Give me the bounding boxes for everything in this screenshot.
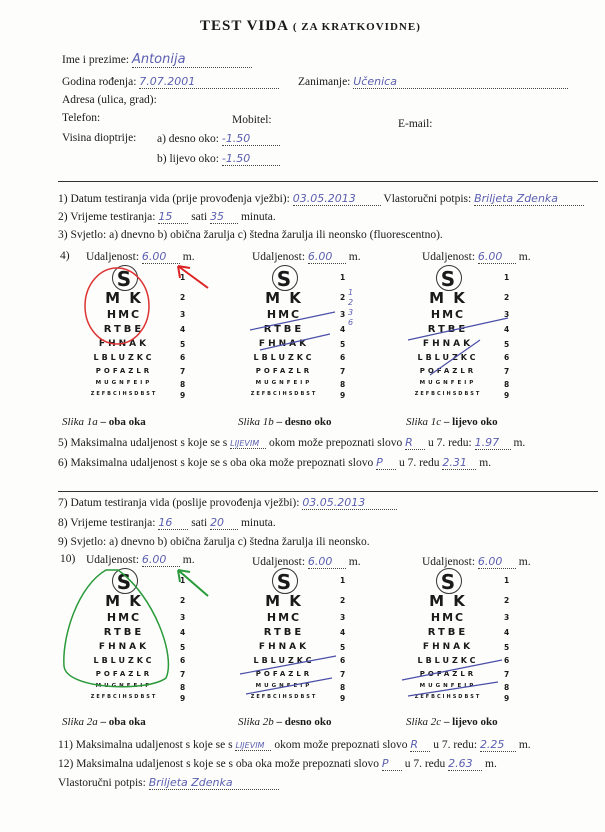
- crossout-1b: [240, 300, 360, 370]
- ud-1b-unit: m.: [348, 251, 361, 263]
- chart-row-number: 4: [340, 325, 346, 334]
- caption-1a-desc: – oba oka: [100, 416, 146, 428]
- chart-row-4: RTBE: [263, 627, 305, 638]
- ime-row: [62, 52, 252, 68]
- q2-sati: sati: [191, 211, 208, 223]
- q11-letter-field[interactable]: R: [410, 738, 430, 752]
- chart-circle-mark: [272, 265, 298, 291]
- chart-row-4: RTBE: [263, 324, 305, 335]
- q8-sati: sati: [191, 517, 208, 529]
- chart-row-5: FHNAK: [98, 642, 150, 652]
- q2-minutes-field[interactable]: 35: [210, 210, 238, 224]
- chart-row-9: ZEFBCIHSDBST: [414, 694, 482, 700]
- chart-row-9: ZEFBCIHSDBST: [90, 391, 158, 397]
- chart-row-9: ZEFBCIHSDBST: [90, 694, 158, 700]
- potpis-label: Vlastoručni potpis:: [383, 193, 472, 205]
- q7-row: [58, 496, 397, 510]
- title-main: TEST VIDA: [200, 18, 289, 34]
- marginal-note: 1 2 3 6: [348, 288, 354, 327]
- chart-row-7: POFAZLR: [255, 670, 313, 678]
- chart-row-number: 8: [340, 380, 346, 389]
- desno-field[interactable]: -1.50: [222, 132, 280, 146]
- chart-row-8: MUGNFEIP: [95, 380, 153, 386]
- chart-row-number: 3: [504, 309, 510, 319]
- q3-text: 3) Svjetlo: a) dnevno b) obična žarulja c) štedna žarulja ili neonsko (fluorescentno).: [58, 229, 443, 241]
- q5-letter-field[interactable]: R: [405, 436, 425, 450]
- caption-1c: [406, 416, 498, 428]
- q12-letter-field[interactable]: P: [382, 757, 402, 771]
- chart-row-2: M K: [105, 592, 143, 610]
- chart-row-number: 4: [340, 628, 346, 637]
- q2-row: [58, 210, 276, 224]
- q11-unit: m.: [518, 739, 531, 751]
- ud-2b-row: [252, 555, 361, 569]
- caption-1c-desc: – lijevo oko: [443, 416, 498, 428]
- ud-2b-field[interactable]: 6.00: [308, 555, 346, 569]
- ud-1c-unit: m.: [518, 251, 531, 263]
- ud-2c-unit: m.: [518, 556, 531, 568]
- chart-circle-mark: [436, 568, 462, 594]
- chart-row-1: S: [276, 267, 292, 291]
- q10-label: 10): [60, 553, 76, 565]
- chart-row-7: POFAZLR: [255, 367, 313, 375]
- lijevo-label: b) lijevo oko:: [157, 153, 219, 165]
- q1-row: [58, 192, 584, 206]
- caption-1b-desc: – desno oko: [276, 416, 332, 428]
- q8-row: [58, 516, 276, 530]
- chart-row-number: 1: [504, 273, 510, 282]
- chart-row-7: POFAZLR: [419, 367, 477, 375]
- crossout-2c: [398, 640, 518, 700]
- potpis-2-label: Vlastoručni potpis:: [58, 777, 146, 789]
- chart-row-number: 5: [180, 642, 186, 652]
- q12-unit: m.: [485, 758, 497, 770]
- chart-row-number: 1: [340, 273, 346, 282]
- chart-row-5: FHNAK: [422, 339, 474, 349]
- caption-2b-desc: – desno oko: [276, 716, 332, 728]
- ud-1b-label: Udaljenost:: [252, 251, 306, 263]
- chart-row-6: LBLUZKC: [253, 353, 315, 362]
- crossout-1c: [400, 300, 520, 380]
- chart-row-number: 2: [180, 292, 186, 302]
- q5-value-field[interactable]: 1.97: [475, 436, 511, 450]
- chart-row-number: 4: [504, 628, 510, 637]
- crossout-2b: [236, 640, 356, 700]
- chart-row-7: POFAZLR: [95, 367, 153, 375]
- dioptrija-label: Visina dioptrije:: [62, 132, 137, 144]
- q5-eye-field[interactable]: LIJEVIM: [230, 439, 266, 449]
- chart-row-number: 2: [340, 292, 346, 302]
- caption-2a: [62, 716, 146, 728]
- chart-row-number: 4: [180, 325, 186, 334]
- chart-row-number: 6: [180, 353, 186, 362]
- q8-minutes-field[interactable]: 20: [210, 516, 238, 530]
- chart-row-number: 8: [180, 683, 186, 692]
- desno-label: a) desno oko:: [157, 133, 219, 145]
- chart-row-4: RTBE: [103, 324, 145, 335]
- q6-pre: 6) Maksimalna udaljenost s koje se s oba oka može prepoznati slovo: [58, 457, 374, 469]
- caption-1c-name: Slika 1c: [406, 416, 442, 428]
- chart-row-number: 1: [504, 576, 510, 585]
- adresa-label: Adresa (ulica, grad):: [62, 94, 157, 106]
- ud-1c-row: [422, 250, 531, 264]
- q7-label: 7) Datum testiranja vida (poslije provođenja vježbi):: [58, 497, 300, 509]
- chart-row-number: 6: [340, 353, 346, 362]
- q7-date-field[interactable]: 03.05.2013: [302, 496, 397, 510]
- chart-row-number: 9: [340, 391, 346, 400]
- chart-row-8: MUGNFEIP: [255, 683, 313, 689]
- chart-row-number: 5: [504, 642, 510, 652]
- q8-hours-field[interactable]: 16: [158, 516, 188, 530]
- ud-1b-field[interactable]: 6.00: [308, 250, 346, 264]
- chart-row-1: S: [440, 570, 456, 594]
- zanimanje-label: Zanimanje:: [298, 76, 351, 88]
- caption-2a-name: Slika 2a: [62, 716, 98, 728]
- chart-row-number: 5: [340, 642, 346, 652]
- q1-label: 1) Datum testiranja vida (prije provođenja vježbi):: [58, 193, 290, 205]
- chart-row-number: 9: [504, 694, 510, 703]
- ud-1a-label: Udaljenost:: [86, 251, 140, 263]
- chart-row-number: 6: [504, 353, 510, 362]
- chart-row-8: MUGNFEIP: [255, 380, 313, 386]
- chart-row-number: 1: [180, 576, 186, 585]
- ud-2a-label: Udaljenost:: [86, 554, 140, 566]
- desno-row: [157, 132, 280, 146]
- chart-row-number: 2: [340, 595, 346, 605]
- godina-row: [62, 75, 279, 89]
- chart-row-4: RTBE: [427, 324, 469, 335]
- godina-field[interactable]: 7.07.2001: [139, 75, 279, 89]
- chart-row-number: 9: [180, 694, 186, 703]
- chart-row-3: HMC: [430, 611, 466, 624]
- chart-row-7: POFAZLR: [419, 670, 477, 678]
- q11-row: [58, 738, 531, 752]
- chart-row-3: HMC: [430, 308, 466, 321]
- chart-row-number: 7: [504, 367, 510, 376]
- ime-label: Ime i prezime:: [62, 54, 130, 66]
- q2-minuta: minuta.: [240, 211, 276, 223]
- chart-row-number: 3: [340, 309, 346, 319]
- chart-row-9: ZEFBCIHSDBST: [250, 694, 318, 700]
- chart-row-4: RTBE: [427, 627, 469, 638]
- chart-row-2: M K: [429, 289, 467, 307]
- telefon-label: Telefon:: [62, 112, 101, 124]
- chart-row-number: 1: [180, 273, 186, 282]
- chart-row-1: S: [116, 570, 132, 594]
- title-sub: ( ZA KRATKOVIDNE): [292, 21, 421, 33]
- potpis-2-row: [58, 776, 279, 790]
- divider-top: [58, 181, 598, 182]
- chart-row-number: 8: [504, 380, 510, 389]
- adresa-row: [62, 94, 157, 106]
- chart-row-9: ZEFBCIHSDBST: [414, 391, 482, 397]
- ud-2a-row: [86, 553, 195, 567]
- chart-row-3: HMC: [266, 308, 302, 321]
- ud-2a-unit: m.: [182, 554, 195, 566]
- caption-2c-desc: – lijevo oko: [443, 716, 498, 728]
- chart-row-number: 5: [180, 339, 186, 349]
- q12-value-field[interactable]: 2.63: [448, 757, 482, 771]
- q5-pre: 5) Maksimalna udaljenost s koje se s: [58, 437, 228, 449]
- ud-1c-label: Udaljenost:: [422, 251, 476, 263]
- ud-1a-field[interactable]: 6.00: [142, 250, 180, 264]
- chart-row-number: 7: [504, 670, 510, 679]
- chart-row-8: MUGNFEIP: [419, 683, 477, 689]
- q2-label: 2) Vrijeme testiranja:: [58, 211, 156, 223]
- chart-row-number: 4: [504, 325, 510, 334]
- q5-mid: okom može prepoznati slovo: [269, 437, 403, 449]
- ud-2c-label: Udaljenost:: [422, 556, 476, 568]
- q11-pre: 11) Maksimalna udaljenost s koje se s: [58, 739, 233, 751]
- chart-row-number: 3: [180, 309, 186, 319]
- q6-unit: m.: [479, 457, 492, 469]
- chart-row-number: 7: [180, 367, 186, 376]
- q6-row-label: u 7. redu: [398, 457, 440, 469]
- zanimanje-row: [298, 75, 568, 89]
- caption-2b: [238, 716, 332, 728]
- q9-text: 9) Svjetlo: a) dnevno b) obična žarulja c) štedna žarulja ili neonsko.: [58, 536, 370, 548]
- q11-mid: okom može prepoznati slovo: [274, 739, 408, 751]
- caption-2c: [406, 716, 498, 728]
- chart-row-number: 7: [340, 367, 346, 376]
- email-label: E-mail:: [398, 118, 433, 130]
- q6-letter-field[interactable]: P: [376, 456, 396, 470]
- q11-row-label: u 7. redu:: [433, 739, 478, 751]
- chart-row-number: 6: [340, 656, 346, 665]
- chart-row-5: FHNAK: [98, 339, 150, 349]
- caption-1b: [238, 416, 332, 428]
- chart-row-5: FHNAK: [258, 339, 310, 349]
- chart-row-1: S: [276, 570, 292, 594]
- chart-row-2: M K: [105, 289, 143, 307]
- potpis-field[interactable]: Briljeta Zdenka: [474, 192, 584, 206]
- caption-1b-name: Slika 1b: [238, 416, 274, 428]
- q5-row-label: u 7. redu:: [427, 437, 472, 449]
- green-outline-mark: [58, 566, 178, 696]
- ud-2c-row: [422, 555, 531, 569]
- chart-row-6: LBLUZKC: [253, 656, 315, 665]
- chart-row-3: HMC: [106, 308, 142, 321]
- chart-row-number: 8: [504, 683, 510, 692]
- chart-row-1: S: [116, 267, 132, 291]
- q2-hours-field[interactable]: 15: [158, 210, 188, 224]
- chart-row-number: 6: [180, 656, 186, 665]
- ud-2b-unit: m.: [348, 556, 361, 568]
- chart-row-number: 3: [340, 612, 346, 622]
- q6-value-field[interactable]: 2.31: [442, 456, 476, 470]
- chart-row-6: LBLUZKC: [417, 656, 479, 665]
- chart-row-2: M K: [429, 592, 467, 610]
- chart-row-number: 9: [340, 694, 346, 703]
- chart-row-number: 2: [504, 595, 510, 605]
- ud-1a-unit: m.: [182, 251, 195, 263]
- chart-row-number: 3: [504, 612, 510, 622]
- q4-label: 4): [60, 250, 70, 262]
- q8-label: 8) Vrijeme testiranja:: [58, 517, 156, 529]
- red-circle-mark: [82, 266, 152, 346]
- chart-row-number: 7: [180, 670, 186, 679]
- chart-row-8: MUGNFEIP: [95, 683, 153, 689]
- chart-row-6: LBLUZKC: [93, 353, 155, 362]
- chart-row-3: HMC: [266, 611, 302, 624]
- chart-row-2: M K: [265, 289, 303, 307]
- ud-2b-label: Udaljenost:: [252, 556, 306, 568]
- chart-circle-mark: [272, 568, 298, 594]
- chart-row-8: MUGNFEIP: [419, 380, 477, 386]
- godina-label: Godina rođenja:: [62, 76, 137, 88]
- chart-row-1: S: [440, 267, 456, 291]
- divider-mid: [58, 491, 598, 492]
- chart-row-number: 3: [180, 612, 186, 622]
- q6-row: [58, 456, 491, 470]
- q1-date-field[interactable]: 03.05.2013: [293, 192, 381, 206]
- q8-minuta: minuta.: [240, 517, 276, 529]
- chart-row-number: 2: [180, 595, 186, 605]
- chart-row-6: LBLUZKC: [93, 656, 155, 665]
- chart-row-number: 4: [180, 628, 186, 637]
- ud-2c-field[interactable]: 6.00: [478, 555, 516, 569]
- chart-row-2: M K: [265, 592, 303, 610]
- chart-row-number: 1: [340, 576, 346, 585]
- q12-pre: 12) Maksimalna udaljenost s koje se s oba oka može prepoznati slovo: [58, 758, 379, 770]
- chart-row-number: 7: [340, 670, 346, 679]
- chart-row-number: 2: [504, 292, 510, 302]
- chart-row-number: 9: [180, 391, 186, 400]
- caption-1a: [62, 416, 146, 428]
- ud-1c-field[interactable]: 6.00: [478, 250, 516, 264]
- ime-field[interactable]: Antonija: [132, 52, 252, 68]
- caption-2c-name: Slika 2c: [406, 716, 442, 728]
- mobitel-label: Mobitel:: [232, 114, 272, 126]
- q11-value-field[interactable]: 2.25: [480, 738, 516, 752]
- caption-1a-name: Slika 1a: [62, 416, 98, 428]
- chart-row-number: 5: [504, 339, 510, 349]
- ud-1b-row: [252, 250, 361, 264]
- ud-2a-field[interactable]: 6.00: [142, 553, 180, 567]
- q5-row: 5) Maksimalna udaljenost s koje se s LIJEVIM okom može prepoznati slovo R u 7. redu: 1.97 m.: [58, 436, 526, 449]
- chart-row-3: HMC: [106, 611, 142, 624]
- q12-row: [58, 757, 497, 771]
- potpis-2-field[interactable]: Briljeta Zdenka: [149, 776, 279, 790]
- chart-circle-mark: [436, 265, 462, 291]
- chart-row-5: FHNAK: [258, 642, 310, 652]
- chart-row-number: 8: [340, 683, 346, 692]
- chart-row-5: FHNAK: [422, 642, 474, 652]
- chart-row-number: 8: [180, 380, 186, 389]
- chart-row-number: 9: [504, 391, 510, 400]
- page-title: [200, 18, 421, 35]
- zanimanje-field[interactable]: Učenica: [353, 75, 568, 89]
- chart-row-4: RTBE: [103, 627, 145, 638]
- q12-row-label: u 7. redu: [404, 758, 446, 770]
- caption-2a-desc: – oba oka: [100, 716, 146, 728]
- q11-eye-field[interactable]: LIJEVIM: [235, 741, 271, 751]
- lijevo-row: [157, 152, 280, 166]
- chart-row-6: LBLUZKC: [417, 353, 479, 362]
- caption-2b-name: Slika 2b: [238, 716, 274, 728]
- chart-row-number: 6: [504, 656, 510, 665]
- chart-row-9: ZEFBCIHSDBST: [250, 391, 318, 397]
- chart-row-number: 5: [340, 339, 346, 349]
- lijevo-field[interactable]: -1.50: [222, 152, 280, 166]
- chart-row-7: POFAZLR: [95, 670, 153, 678]
